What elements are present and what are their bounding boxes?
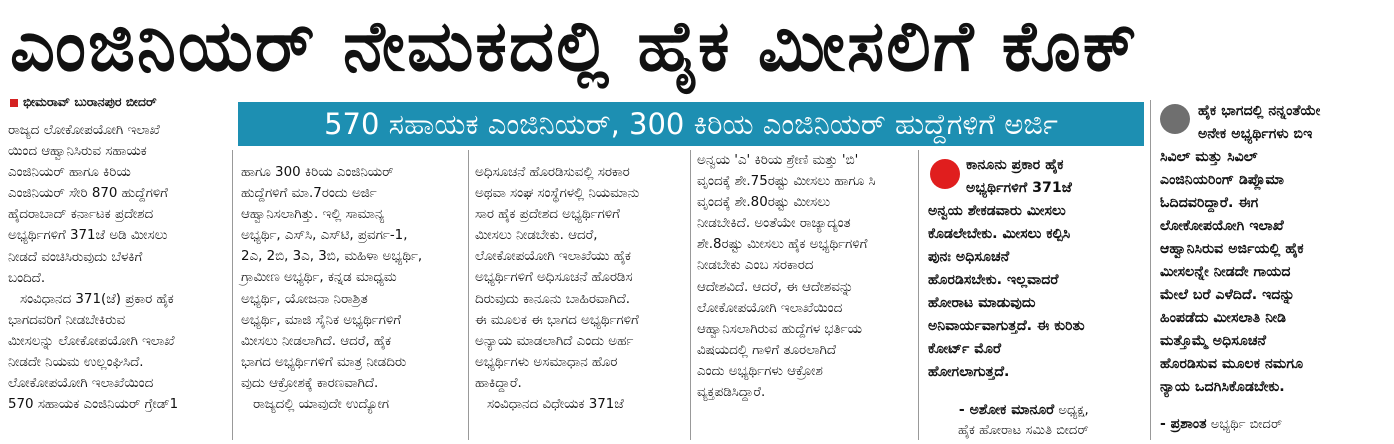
quote-box-prashanth <box>1160 100 1388 399</box>
quote-attribution-ashok <box>958 400 1089 441</box>
quote-line: ಅನಿವಾರ್ಯವಾಗುತ್ತದೆ. ಈ ಕುರಿತು <box>928 318 1085 334</box>
text-line: ನೀಡದೆ ವಂಚಿಸಿರುವುದು ಬೆಳಕಿಗೆ <box>8 249 143 265</box>
quote-line: ಪುನಃ ಅಧಿಸೂಚನೆ <box>928 249 1010 265</box>
text-line: ದಿರುವುದು ಕಾನೂನು ಬಾಹಿರವಾಗಿದೆ. <box>475 291 631 307</box>
text-line: ಹುದ್ದೆಗಳಿಗೆ ಮಾ.7ರಂದು ಅರ್ಜಿ <box>241 186 377 202</box>
quote-attribution-prashanth <box>1160 414 1282 435</box>
quote-author: - ಪ್ರಶಾಂತ <box>1160 416 1207 432</box>
text-line: ಅನ್ವಯ 'ಎ' ಕಿರಿಯ ಶ್ರೇಣಿ ಮತ್ತು 'ಬಿ' <box>697 153 859 168</box>
text-line: ಈ ಮೂಲಕ ಈ ಭಾಗದ ಅಭ್ಯರ್ಥಿಗಳಿಗೆ <box>475 312 639 328</box>
quote-line: ಮತ್ತೊಮ್ಮೆ ಅಧಿಸೂಚನೆ <box>1160 333 1267 349</box>
quote-line: ಮೀಸಲನ್ನೇ ನೀಡದೇ ಗಾಯದ <box>1160 264 1291 280</box>
quote-line: ಅನ್ವಯ ಶೇಕಡವಾರು ಮೀಸಲು <box>928 203 1066 219</box>
headline: ಎಂಜಿನಿಯರ್ ನೇಮಕದಲ್ಲಿ ಹೈಕ ಮೀಸಲಿಗೆ ಕೊಕ್ <box>10 5 1139 87</box>
byline-text: ಭೀಮರಾವ್ ಬುರಾನಪುರ ಬೀದರ್ <box>23 94 157 109</box>
quote-line: ಹಿಂಪಡೆದು ಮೀಸಲಾತಿ ನೀಡಿ <box>1160 310 1287 326</box>
quote-line: ಮೇಲೆ ಬರೆ ಎಳೆದಿದೆ. ಇದನ್ನು <box>1160 287 1295 303</box>
article-column-3 <box>475 162 683 415</box>
text-line: ಲೋಕೋಪಯೋಗಿ ಇಲಾಖೆಯಿಂದ <box>697 300 843 316</box>
quote-line: ಕೋರ್ಟ್ ಮೊರೆ <box>928 341 1002 357</box>
text-line: ಹಾಕಿದ್ದಾರೆ. <box>475 375 522 391</box>
quote-line: ಎಂಜಿನಿಯರಿಂಗ್ ಡಿಪ್ಲೊಮಾ <box>1160 172 1284 188</box>
text-line: ಯಿಂದ ಆಹ್ವಾನಿಸಿರುವ ಸಹಾಯಕ <box>8 144 147 160</box>
text-line: ಭಾಗದ ಅಭ್ಯರ್ಥಿಗಳಿಗೆ ಮಾತ್ರ ನೀಡದಿರು <box>241 354 407 370</box>
byline <box>10 94 157 110</box>
text-line: ಅಭ್ಯರ್ಥಿಗಳು ಅಸಮಾಧಾನ ಹೊರ <box>475 354 618 370</box>
article-column-1 <box>8 120 226 415</box>
text-line: ಸಾರ ಹೈಕ ಪ್ರದೇಶದ ಅಭ್ಯರ್ಥಿಗಳಿಗೆ <box>475 207 620 223</box>
text-line: ಮೀಸಲು ನೀಡಬೇಕು. ಆದರೆ, <box>475 228 598 244</box>
text-line: ಮೀಸಲು ನೀಡಲಾಗಿದೆ. ಆದರೆ, ಹೈಕ <box>241 333 392 349</box>
text-line: ಲೋಕೋಪಯೋಗಿ ಇಲಾಖೆಯು ಹೈಕ <box>475 249 631 265</box>
text-line: ಭಾಗದವರಿಗೆ ನೀಡಬೇಕಿರುವ <box>8 312 126 328</box>
column-divider <box>1150 100 1151 440</box>
quote-line: ಅಭ್ಯರ್ಥಿಗಳಿಗೆ 371ಜೆ <box>966 180 1072 196</box>
text-line: ಆಹ್ವಾನಿಸಲಾಗಿರುವ ಹುದ್ದೆಗಳ ಭರ್ತಿಯ <box>697 321 862 337</box>
column-divider <box>468 150 469 440</box>
quote-author-role: ಅಧ್ಯಕ್ಷ, <box>1054 403 1089 418</box>
text-line: ಬಂದಿದೆ. <box>8 270 46 286</box>
text-line: 2ಎ, 2ಬಿ, 3ಎ, 3ಬಿ, ಮಹಿಳಾ ಅಭ್ಯರ್ಥಿ, <box>241 249 423 265</box>
text-line: ಅನ್ಯಾಯ ಮಾಡಲಾಗಿದೆ ಎಂದು ಅರ್ಹ <box>475 333 634 349</box>
quote-box-ashok <box>928 154 1150 384</box>
text-line: ಅಧಿಸೂಚನೆ ಹೊರಡಿಸುವಲ್ಲಿ ಸರಕಾರ <box>475 165 630 180</box>
quote-author-role: ಅಭ್ಯರ್ಥಿ ಬೀದರ್ <box>1206 417 1283 432</box>
text-line: ವುದು ಆಕ್ರೋಶಕ್ಕೆ ಕಾರಣವಾಗಿದೆ. <box>241 375 379 391</box>
text-line: ವೃಂದಕ್ಕೆ ಶೇ.75ರಷ್ಟು ಮೀಸಲು ಹಾಗೂ ಸಿ <box>697 174 876 190</box>
text-line: 570 ಸಹಾಯಕ ಎಂಜಿನಿಯರ್ ಗ್ರೇಡ್1 <box>8 397 179 413</box>
quote-line: ಹೊರಡಿಸಬೇಕು. ಇಲ್ಲವಾದರೆ <box>928 272 1059 288</box>
quote-line: ಓದಿದವರಿದ್ದಾರೆ. ಈಗ <box>1160 195 1259 211</box>
quote-line: ಕಾನೂನು ಪ್ರಕಾರ ಹೈಕ <box>966 157 1064 173</box>
text-line: ಶೇ.8ರಷ್ಟು ಮೀಸಲು ಹೈಕ ಅಭ್ಯರ್ಥಿಗಳಿಗೆ <box>697 237 868 253</box>
text-line: ಮೀಸಲನ್ನು ಲೋಕೋಪಯೋಗಿ ಇಲಾಖೆ <box>8 333 175 349</box>
quote-line: ಅನೇಕ ಅಭ್ಯರ್ಥಿಗಳು ಬಿಇ <box>1198 126 1313 142</box>
quote-line: ಲೋಕೋಪಯೋಗಿ ಇಲಾಖೆ <box>1160 218 1284 234</box>
text-line: ಅಭ್ಯರ್ಥಿ, ಎಸ್‌ಸಿ, ಎಸ್‌ಟಿ, ಪ್ರವರ್ಗ-1, <box>241 228 408 244</box>
text-line: ರಾಜ್ಯದ ಲೋಕೋಪಯೋಗಿ ಇಲಾಖೆ <box>8 123 160 138</box>
text-line: ಎಂದು ಅಭ್ಯರ್ಥಿಗಳು ಆಕ್ರೋಶ <box>697 363 823 379</box>
text-line: ಅಭ್ಯರ್ಥಿಗಳಿಗೆ 371ಜೆ ಅಡಿ ಮೀಸಲು <box>8 228 168 244</box>
quote-line: ಸಿವಿಲ್ ಮತ್ತು ಸಿವಿಲ್ <box>1160 149 1258 165</box>
text-line: ನೀಡಬೇಕಿದೆ. ಅಂತೆಯೇ ರಾಜ್ಯಾದ್ಯಂತ <box>697 216 851 232</box>
article-column-2 <box>241 162 461 415</box>
subheadline-banner: 570 ಸಹಾಯಕ ಎಂಜಿನಿಯರ್, 300 ಕಿರಿಯ ಎಂಜಿನಿಯರ್ ಹುದ್ದೆಗಳಿಗೆ ಅರ್ಜಿ <box>238 102 1144 146</box>
text-line: ನೀಡದೇ ನಿಯಮ ಉಲ್ಲಂಘಿಸಿದೆ. <box>8 355 144 371</box>
byline-square-icon <box>10 99 18 107</box>
text-line: ಆಹ್ವಾನಿಸಲಾಗಿತ್ತು. ಇಲ್ಲಿ ಸಾಮಾನ್ಯ <box>241 207 385 223</box>
text-line: ಸಂವಿಧಾನದ 371(ಜೆ) ಪ್ರಕಾರ ಹೈಕ <box>20 291 174 307</box>
quote-line: ಹೊರಡಿಸುವ ಮೂಲಕ ನಮಗೂ <box>1160 356 1304 372</box>
text-line: ಸಂವಿಧಾನದ ವಿಧೇಯಕ 371ಜೆ <box>487 397 624 413</box>
quote-line: ಹೋಗಲಾಗುತ್ತದೆ. <box>928 364 1010 380</box>
quote-line: ಹೈಕ ಭಾಗದಲ್ಲಿ ನನ್ನಂತೆಯೇ <box>1198 103 1321 119</box>
text-line: ವೃಂದಕ್ಕೆ ಶೇ.80ರಷ್ಟು ಮೀಸಲು <box>697 195 831 211</box>
quote-line: ಹೋರಾಟ ಮಾಡುವುದು <box>928 295 1036 311</box>
quote-author-org: ಹೈಕ ಹೋರಾಟ ಸಮಿತಿ ಬೀದರ್ <box>958 423 1089 438</box>
text-line: ಎಂಜಿನಿಯರ್ ಹಾಗೂ ಕಿರಿಯ <box>8 165 131 181</box>
text-line: ಅಭ್ಯರ್ಥಿ, ಯೋಜನಾ ನಿರಾಶ್ರಿತ <box>241 291 368 307</box>
text-line: ಹಾಗೂ 300 ಕಿರಿಯ ಎಂಜಿನಿಯರ್ <box>241 165 394 180</box>
article-column-4 <box>697 150 909 403</box>
column-divider <box>918 150 919 440</box>
text-line: ಲೋಕೋಪಯೋಗಿ ಇಲಾಖೆಯಿಂದ <box>8 376 154 392</box>
text-line: ವ್ಯಕ್ತಪಡಿಸಿದ್ದಾರೆ. <box>697 385 766 401</box>
column-divider <box>232 150 233 440</box>
text-line: ನೀಡಬೇಕು ಎಂಬ ಸರಕಾರದ <box>697 258 814 274</box>
text-line: ರಾಜ್ಯದಲ್ಲಿ ಯಾವುದೇ ಉದ್ಯೋಗ <box>253 397 390 413</box>
quote-line: ಕೊಡಲೇಬೇಕು. ಮೀಸಲು ಕಲ್ಪಿಸಿ <box>928 226 1071 242</box>
text-line: ಗ್ರಾಮೀಣ ಅಭ್ಯರ್ಥಿ, ಕನ್ನಡ ಮಾಧ್ಯಮ <box>241 270 397 286</box>
text-line: ಆದೇಶವಿದೆ. ಆದರೆ, ಈ ಆದೇಶವನ್ನು <box>697 279 854 295</box>
quote-author: - ಅಶೋಕ ಮಾನೂರೆ <box>958 402 1055 418</box>
quote-line: ನ್ಯಾಯ ಒದಗಿಸಿಕೊಡಬೇಕು. <box>1160 379 1285 395</box>
quote-line: ಆಹ್ವಾನಿಸಿರುವ ಅರ್ಜಿಯಲ್ಲಿ ಹೈಕ <box>1160 241 1304 257</box>
text-line: ಅಭ್ಯರ್ಥಿ, ಮಾಜಿ ಸೈನಿಕ ಅಭ್ಯರ್ಥಿಗಳಿಗೆ <box>241 312 401 328</box>
text-line: ಎಂಜಿನಿಯರ್ ಸೇರಿ 870 ಹುದ್ದೆಗಳಿಗೆ <box>8 186 168 202</box>
text-line: ವಿಷಯದಲ್ಲಿ ಗಾಳಿಗೆ ತೂರಲಾಗಿದೆ <box>697 342 837 358</box>
text-line: ಅಭ್ಯರ್ಥಿಗಳಿಗೆ ಅಧಿಸೂಚನೆ ಹೊರಡಿಸ <box>475 270 633 286</box>
column-divider <box>690 150 691 440</box>
text-line: ಅಥವಾ ಸಂಘ ಸಂಸ್ಥೆಗಳಲ್ಲಿ ನಿಯಮಾನು <box>475 186 640 202</box>
text-line: ಹೈದರಾಬಾದ್ ಕರ್ನಾಟಕ ಪ್ರದೇಶದ <box>8 207 154 223</box>
